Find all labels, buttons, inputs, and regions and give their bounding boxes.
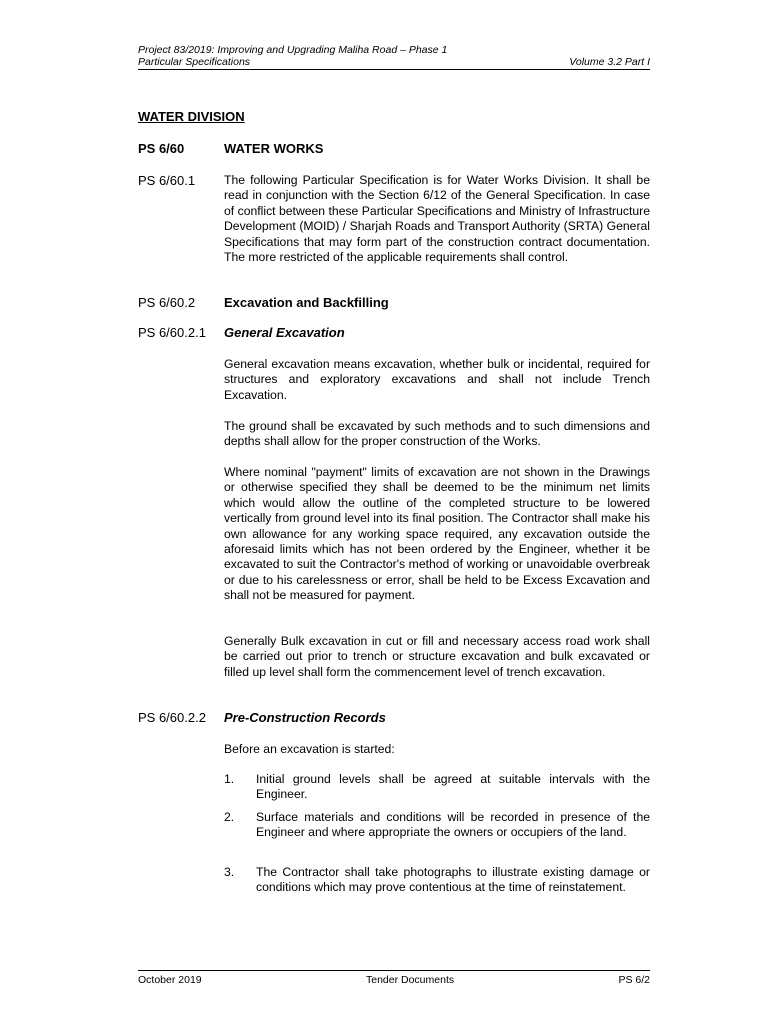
list-item-text: Surface materials and conditions will be recorded in presence of the Engineer and where appropriate the owners or occupiers of the land. <box>256 810 650 840</box>
header-subtitle: Particular Specifications <box>138 56 251 68</box>
section-ref: PS 6/60.1 <box>138 173 196 188</box>
section-paragraph: General excavation means excavation, whether bulk or incidental, required for structures and exploratory excavations and shall not include Trench Excavation. <box>224 357 650 402</box>
section-heading: Pre-Construction Records <box>224 710 386 725</box>
list-item-number: 3. <box>224 865 235 879</box>
section-intro: Before an excavation is started: <box>224 742 395 756</box>
section-paragraph: The following Particular Specification is for Water Works Division. It shall be read in conjunction with the Section 6/12 of the General Specification. In case of conflict between these Particular Specifications and Ministry of Infrastructure Development (MOID) / Sharjah Roads and Transport Authority (SRTA) General Specifications that may form part of the construction contract documentation. The more restricted of the applicable requirements shall control. <box>224 173 650 265</box>
section-paragraph: Generally Bulk excavation in cut or fill and necessary access road work shall be carried out prior to trench or structure excavation and bulk excavated or filled up level shall form the commencement level of trench excavation. <box>224 634 650 679</box>
list-item-text: The Contractor shall take photographs to illustrate existing damage or conditions which may prove contentious at the time of reinstatement. <box>256 865 650 895</box>
list-item-number: 1. <box>224 772 235 786</box>
section-ref: PS 6/60.2.1 <box>138 325 206 340</box>
section-paragraph: Where nominal "payment" limits of excavation are not shown in the Drawings or otherwise specified they shall be deemed to be the minimum net limits which would allow the outline of the completed structure to be lowered vertically from ground level into its final position. The Contractor shall make his own allowance for any working space required, any excavation outside the aforesaid limits which has not been ordered by the Engineer, whether it be excavated to suit the Contractor's method of working or unavoidable overbreak or due to his carelessness or error, shall be held to be Excess Excavation and shall not be measured for payment. <box>224 465 650 603</box>
header-subline <box>138 56 650 70</box>
section-heading: General Excavation <box>224 325 345 340</box>
section-ref: PS 6/60 <box>138 141 185 156</box>
section-heading: WATER WORKS <box>224 141 324 156</box>
footer-date: October 2019 <box>138 974 202 986</box>
section-heading: Excavation and Backfilling <box>224 295 389 310</box>
header-project-title: Project 83/2019: Improving and Upgrading Maliha Road – Phase 1 <box>138 44 448 56</box>
list-item-number: 2. <box>224 810 235 824</box>
section-paragraph: The ground shall be excavated by such methods and to such dimensions and depths shall allow for the proper construction of the Works. <box>224 419 650 449</box>
footer-center: Tender Documents <box>365 974 455 986</box>
header-volume: Volume 3.2 Part I <box>569 56 650 68</box>
section-ref: PS 6/60.2 <box>138 295 196 310</box>
footer-page-number: PS 6/2 <box>618 974 650 986</box>
list-item-text: Initial ground levels shall be agreed at suitable intervals with the Engineer. <box>256 772 650 802</box>
section-ref: PS 6/60.2.2 <box>138 710 206 725</box>
page-footer <box>138 970 650 986</box>
division-title: WATER DIVISION <box>138 109 245 124</box>
